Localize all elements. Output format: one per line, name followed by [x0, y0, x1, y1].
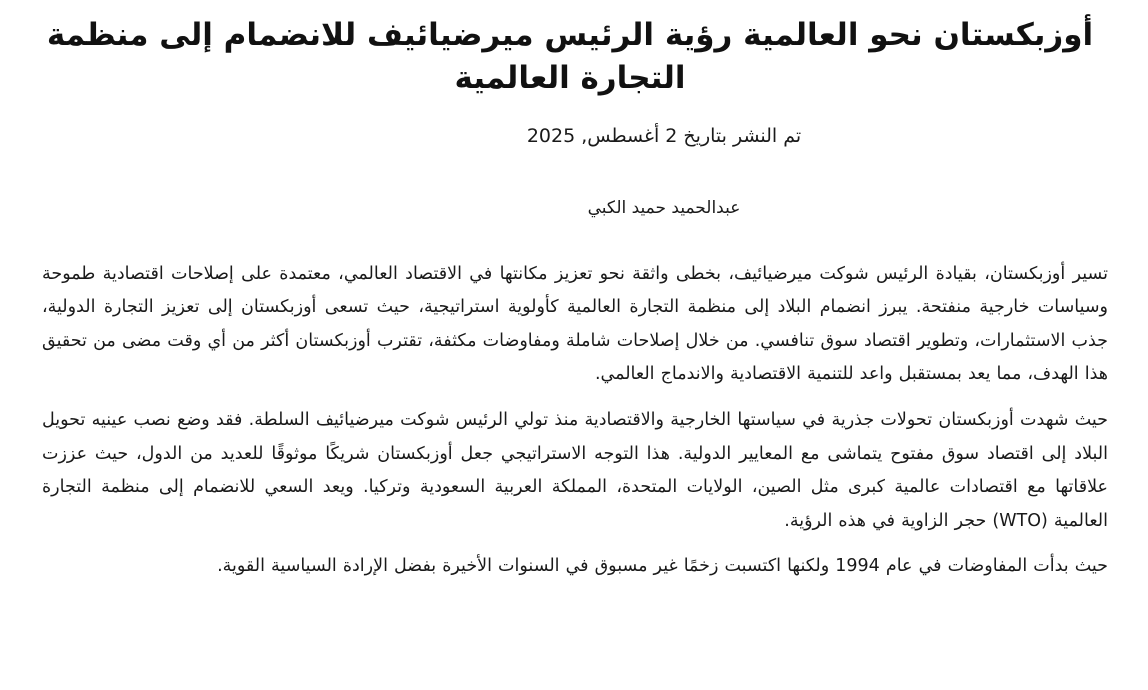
- publish-date: تم النشر بتاريخ 2 أغسطس, 2025: [526, 124, 802, 147]
- article-paragraph: تسير أوزبكستان، بقيادة الرئيس شوكت ميرضيائيف، بخطى واثقة نحو تعزيز مكانتها في الاقتصاد العالمي، معتمدة على إصلاحات اقتصادية طموحة وسياسات خارجية منفتحة. يبرز انضمام البلاد إلى منظمة التجارة العالمية كأولوية استراتيجية، حيث تسعى أوزبكستان إلى تعزيز التجارة الدولية، جذب الاستثمارات، وتطوير اقتصاد سوق تنافسي. من خلال إصلاحات شاملة ومفاوضات مكثفة، تقترب أوزبكستان أكثر من أي وقت مضى من تحقيق هذا الهدف، مما يعد بمستقبل واعد للتنمية الاقتصادية والاندماج العالمي.: [42, 263, 1108, 385]
- article-paragraph: حيث بدأت المفاوضات في عام 1994 ولكنها اكتسبت زخمًا غير مسبوق في السنوات الأخيرة بفضل الإرادة السياسية القوية.: [217, 556, 1108, 577]
- author-name: عبدالحميد حميد الكبي: [587, 198, 741, 219]
- article-paragraph: حيث شهدت أوزبكستان تحولات جذرية في سياستها الخارجية والاقتصادية منذ تولي الرئيس شوكت ميرضيائيف السلطة. فقد وضع نصب عينيه تحويل البلاد إلى اقتصاد سوق مفتوح يتماشى مع المعايير الدولية. هذا التوجه الاستراتيجي جعل أوزبكستان شريكًا موثوقًا للعديد من الدول، حيث عززت علاقاتها مع اقتصادات عالمية كبرى مثل الصين، الولايات المتحدة، المملكة العربية السعودية وتركيا. ويعد السعي للانضمام إلى منظمة التجارة العالمية (WTO) حجر الزاوية في هذه الرؤية.: [42, 409, 1108, 531]
- article-meta: [28, 122, 1120, 222]
- page-title: أوزبكستان نحو العالمية رؤية الرئيس ميرضيائيف للانضمام إلى منظمة التجارة العالمية: [46, 17, 1094, 96]
- article-body: [28, 258, 1120, 584]
